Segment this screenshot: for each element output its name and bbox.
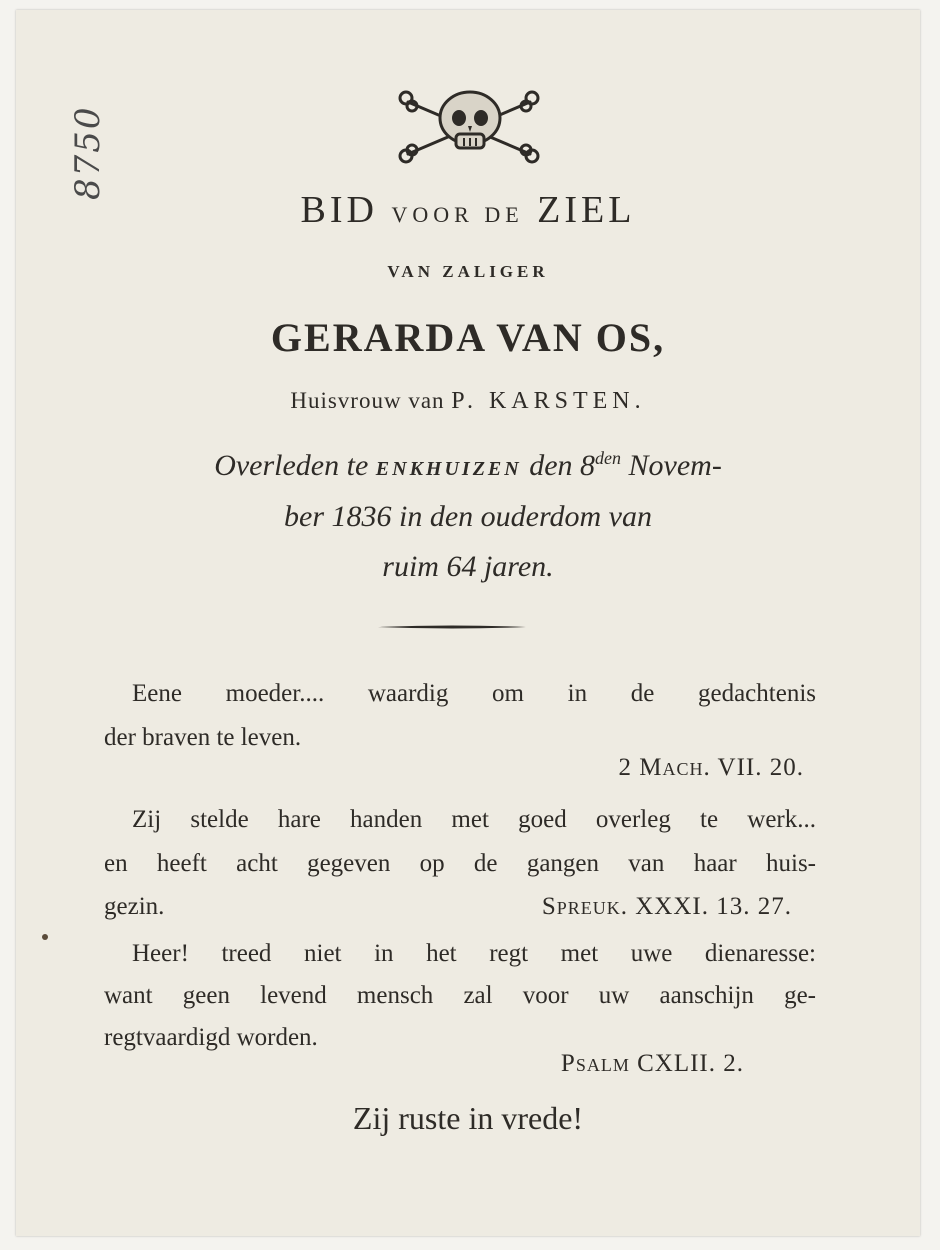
quote-2-line-1: Zij stelde hare handen met goed overleg te werk... bbox=[132, 806, 816, 833]
paper-speck bbox=[42, 934, 48, 940]
quote-3-line-3: regtvaardigd worden. bbox=[104, 1024, 318, 1051]
quote-1-line-2: der braven te leven. bbox=[104, 724, 302, 751]
ornamental-rule bbox=[378, 624, 526, 630]
quote-3-line-1: Heer! treed niet in het regt met uwe dienaresse: bbox=[132, 940, 816, 967]
quote-2-line-2: en heeft acht gegeven op de gangen van haar huis- bbox=[104, 850, 816, 877]
prayer-heading bbox=[16, 188, 920, 232]
spouse-prefix: Huisvrouw van bbox=[290, 388, 445, 413]
death-place: ENKHUIZEN bbox=[375, 458, 522, 480]
quote-2-line-3: gezin. bbox=[104, 893, 165, 920]
death-line-1 bbox=[16, 448, 920, 483]
closing-blessing: Zij ruste in vrede! bbox=[352, 1100, 584, 1136]
memorial-card bbox=[16, 10, 920, 1236]
heading-voor-de: VOOR DE bbox=[391, 202, 524, 227]
heading-van-zaliger: VAN ZALIGER bbox=[387, 262, 549, 281]
death-text-b: den 8 bbox=[529, 449, 596, 482]
deceased-name: GERARDA VAN OS, bbox=[270, 315, 666, 360]
quote-3-reference-text: Psalm CXLII. 2. bbox=[560, 1050, 744, 1077]
heading-bid: BID bbox=[300, 189, 378, 231]
death-ordinal: den bbox=[595, 448, 622, 468]
death-line-2: ber 1836 in den ouderdom van bbox=[284, 500, 652, 533]
quote-1-reference bbox=[104, 754, 804, 782]
quote-3-line-2: want geen levend mensch zal voor uw aanschijn ge- bbox=[104, 982, 816, 1009]
skull-crossbones-icon bbox=[394, 80, 544, 170]
inventory-number: 8750 bbox=[68, 105, 108, 200]
quote-1-reference-text: 2 Mach. VII. 20. bbox=[618, 754, 804, 781]
spouse-name: P. KARSTEN. bbox=[451, 388, 646, 414]
death-text-c: Novem- bbox=[628, 449, 722, 482]
death-line-3: ruim 64 jaren. bbox=[382, 550, 554, 583]
quote-1-line-1: Eene moeder.... waardig om in de gedachtenis bbox=[132, 680, 816, 707]
death-text-a: Overleden te bbox=[214, 449, 369, 482]
quote-3-reference bbox=[104, 1050, 744, 1078]
quote-2-reference: Spreuk. XXXI. 13. 27. bbox=[541, 893, 792, 920]
heading-ziel: ZIEL bbox=[537, 189, 636, 231]
spouse-line bbox=[16, 388, 920, 415]
